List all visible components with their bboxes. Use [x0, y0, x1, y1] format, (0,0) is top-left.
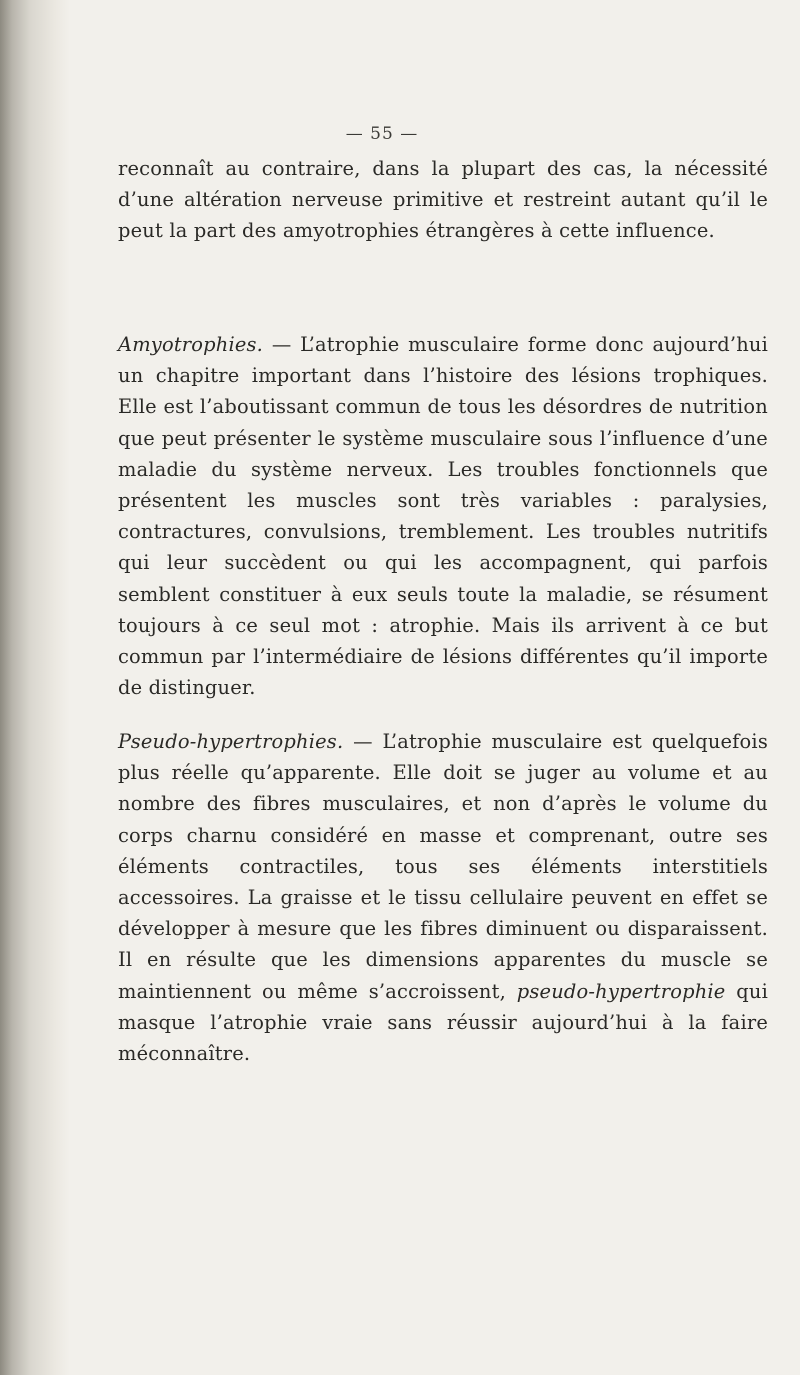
- section-heading-amyotrophies: Amyotrophies.: [118, 333, 264, 356]
- paragraph-1: [118, 153, 768, 247]
- section-heading-pseudo-hypertrophies: Pseudo-hypertrophies.: [118, 730, 344, 753]
- paragraph-pseudo-hypertrophies: [118, 726, 768, 1069]
- paragraph-1-text: reconnaît au contraire, dans la plupart des cas, la nécessité d’une altération nerveuse primitive et restreint autant qu’il le peut la part des amyotrophies étrangères à cette influence.: [118, 157, 768, 243]
- paragraph-pseudo-text-after: qui masque l’atrophie vraie sans réussir aujourd’hui à la faire méconnaître.: [118, 979, 768, 1066]
- binding-shadow: [0, 0, 70, 1375]
- paragraph-pseudo-text-before: — L’atrophie musculaire est quelquefois plus réelle qu’apparente. Elle doit se juger au volume et au nombre des fibres musculaires, et non d’après le volume du corps charnu considéré en masse et comprenant, outre ses éléments contractiles, tous ses éléments interstitiels accessoires. La graisse et le tissu cellulaire peuvent en effet se développer à mesure que les fibres diminuent ou disparaissent. Il en résulte que les dimensions apparentes du muscle se maintiennent ou même s’accroissent,: [118, 730, 768, 1003]
- page-number: — 55 —: [345, 124, 419, 144]
- paragraph-amyotrophies-text: — L’atrophie musculaire forme donc aujourd’hui un chapitre important dans l’histoire des lésions trophiques. Elle est l’aboutissant commun de tous les désordres de nutrition que peut présenter le système musculaire sous l’influence d’une maladie du système nerveux. Les troubles fonctionnels que présentent les muscles sont très variables : paralysies, contractures, convulsions, tremblement. Les troubles nutritifs qui leur succèdent ou qui les accompagnent, qui parfois semblent constituer à eux seuls toute la maladie, se résument toujours à ce seul mot : atrophie. Mais ils arrivent à ce but commun par l’intermédiaire de lésions différentes qu’il importe de distinguer.: [118, 333, 768, 700]
- paragraph-amyotrophies: [118, 329, 768, 703]
- italic-term: pseudo-hypertrophie: [516, 979, 726, 1003]
